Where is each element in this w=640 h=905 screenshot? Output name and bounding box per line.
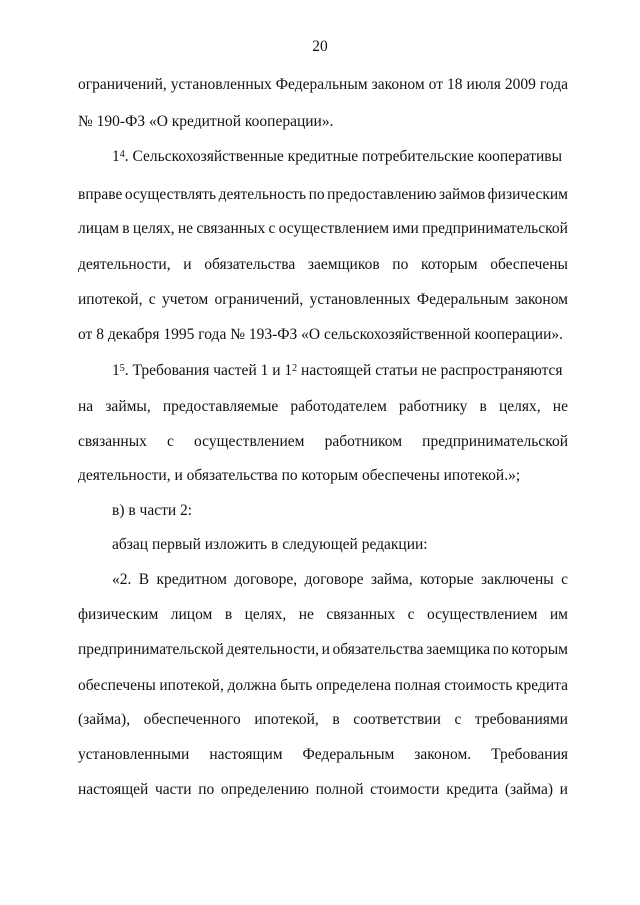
word: кредитном — [156, 571, 227, 588]
word: должна — [227, 677, 277, 694]
word: которым — [511, 641, 568, 658]
word: быть — [280, 677, 313, 694]
word: в — [332, 711, 340, 728]
text-line — [78, 746, 568, 764]
word: им — [549, 606, 568, 623]
word: обеспечены — [490, 256, 568, 273]
word: и — [321, 641, 330, 658]
word: ипотекой, — [78, 291, 143, 308]
word: целях, — [499, 398, 541, 415]
text-line — [78, 711, 568, 729]
word: связанных — [326, 606, 396, 623]
word: полная — [394, 677, 441, 694]
word: не — [177, 220, 194, 237]
word: части — [154, 781, 192, 798]
clause-number: 1 — [112, 148, 120, 165]
word: осуществлением — [426, 606, 538, 623]
word: по — [392, 256, 409, 273]
word: законом — [371, 76, 425, 93]
word: «2. — [112, 571, 132, 588]
text-segment: настоящей статьи не распространяются — [297, 362, 563, 379]
word: установленными — [78, 746, 190, 763]
text-line: в) в части 2: — [112, 502, 193, 519]
word: стоимость — [444, 677, 513, 694]
text-line — [78, 641, 568, 659]
word: настоящей — [78, 781, 149, 798]
word: года — [539, 76, 568, 93]
word: деятельность — [218, 186, 307, 203]
word: с — [454, 711, 462, 728]
word: физическим — [78, 606, 159, 623]
word: и — [559, 781, 568, 798]
word: займа, — [370, 571, 413, 588]
word: стоимости — [370, 781, 440, 798]
text-line — [112, 362, 568, 380]
word: кредита — [446, 781, 499, 798]
word: определена — [315, 677, 392, 694]
word: заключены — [481, 571, 554, 588]
superscript: 4 — [119, 149, 125, 160]
word: заемщика — [426, 641, 491, 658]
text-line — [78, 186, 568, 204]
word: обеспечены — [78, 677, 156, 694]
word: с — [561, 571, 568, 588]
superscript: 2 — [292, 363, 298, 374]
word: Федеральным — [302, 746, 395, 763]
text-line: № 190-ФЗ «О кредитной кооперации». — [78, 113, 334, 130]
word: связанных — [78, 433, 147, 450]
word: требованиями — [474, 711, 568, 728]
word: по — [492, 641, 509, 658]
text-line: деятельности, и обязательства по которым обеспечены ипотекой.»; — [78, 467, 521, 484]
word: в — [479, 398, 487, 415]
word: законом — [514, 291, 568, 308]
word: от — [428, 76, 443, 93]
word: осуществлением — [278, 220, 390, 237]
text-line — [78, 291, 568, 309]
word: (займа), — [78, 711, 131, 728]
word: законом. — [414, 746, 472, 763]
text-line — [78, 256, 568, 274]
word: полной — [315, 781, 364, 798]
word: июля — [466, 76, 501, 93]
page-number: 20 — [312, 38, 328, 55]
word: работнику — [398, 398, 468, 415]
word: осуществлять — [124, 186, 217, 203]
superscript: 5 — [119, 363, 125, 374]
word: заемщиков — [307, 256, 380, 273]
clause-number: 1 — [112, 362, 120, 379]
word: предпринимательской — [422, 433, 568, 450]
word: с — [148, 291, 156, 308]
word: предоставлению — [327, 186, 437, 203]
word: ипотекой, — [254, 711, 319, 728]
word: договоре — [304, 571, 364, 588]
word: кредита — [516, 677, 568, 694]
word: ограничений, — [78, 76, 167, 93]
word: работодателем — [290, 398, 387, 415]
word: осуществлением — [194, 433, 305, 450]
word: в — [224, 606, 233, 623]
text-line — [78, 433, 568, 451]
text-segment: . Сельскохозяйственные кредитные потребительские кооперативы — [124, 148, 563, 165]
text-line — [78, 398, 568, 416]
word: настоящим — [209, 746, 283, 763]
word: физическим — [487, 186, 568, 203]
word: ими — [392, 220, 419, 237]
word: не — [298, 606, 314, 623]
word: определению — [220, 781, 309, 798]
word: установленных — [170, 76, 272, 93]
word: В — [138, 571, 150, 588]
word: предпринимательской — [78, 641, 224, 658]
text-line: абзац первый изложить в следующей редакции: — [112, 536, 428, 553]
word: деятельности, — [226, 641, 320, 658]
text-line — [112, 148, 568, 166]
word: вправе — [78, 186, 123, 203]
text-line — [78, 606, 568, 624]
word: обеспеченного — [143, 711, 241, 728]
word: 18 — [447, 76, 463, 93]
word: целях, — [132, 220, 175, 237]
word: на — [78, 398, 94, 415]
text-segment: . Требования частей 1 и 1 — [124, 362, 293, 379]
text-line — [78, 220, 568, 238]
word: договоре, — [234, 571, 298, 588]
text-line — [78, 677, 568, 695]
word: по — [308, 186, 325, 203]
word: не — [552, 398, 568, 415]
word: ограничений, — [214, 291, 304, 308]
word: связанных — [196, 220, 266, 237]
word: обязательства — [204, 256, 296, 273]
word: работником — [324, 433, 403, 450]
text-line — [112, 571, 568, 589]
word: по — [198, 781, 215, 798]
word: лицом — [170, 606, 213, 623]
word: предпринимательской — [422, 220, 568, 237]
word: в — [122, 220, 130, 237]
word: с — [268, 220, 276, 237]
text-line — [78, 781, 568, 799]
word: которые — [420, 571, 474, 588]
word: целях, — [244, 606, 287, 623]
word: с — [407, 606, 415, 623]
word: которым — [420, 256, 478, 273]
word: Федеральным — [275, 76, 368, 93]
word: деятельности, — [78, 256, 171, 273]
word: установленных — [309, 291, 411, 308]
word: займы, — [105, 398, 151, 415]
word: Федеральным — [416, 291, 509, 308]
word: и — [183, 256, 192, 273]
text-line — [78, 76, 568, 94]
word: соответствии — [353, 711, 441, 728]
word: (займа) — [504, 781, 554, 798]
word: 2009 — [504, 76, 536, 93]
word: обязательства — [332, 641, 424, 658]
word: с — [167, 433, 174, 450]
word: лицам — [78, 220, 120, 237]
word: ипотекой, — [159, 677, 224, 694]
word: предоставляемые — [162, 398, 279, 415]
word: займов — [438, 186, 486, 203]
word: учетом — [161, 291, 209, 308]
text-line: от 8 декабря 1995 года № 193-ФЗ «О сельскохозяйственной кооперации». — [78, 326, 563, 343]
word: Требования — [491, 746, 568, 763]
